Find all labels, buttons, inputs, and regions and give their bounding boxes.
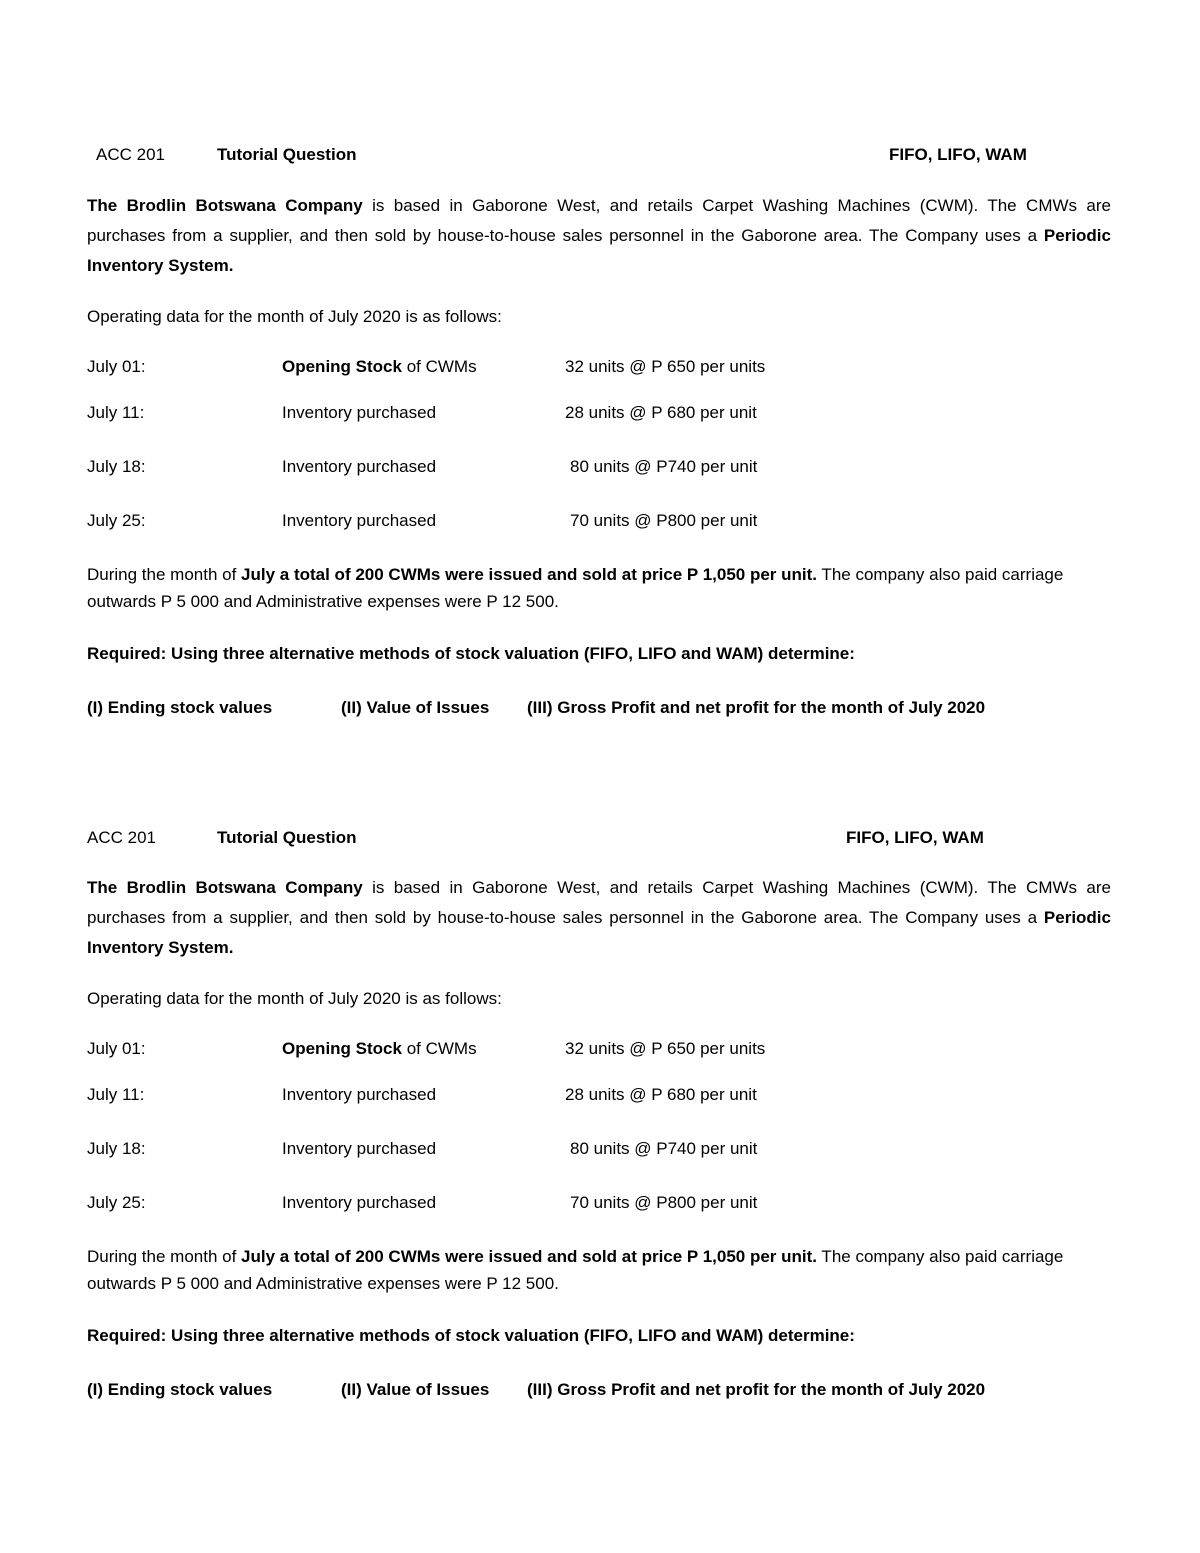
row-description bbox=[282, 1040, 477, 1057]
row-quantity: 28 units @ P 680 per unit bbox=[565, 403, 757, 422]
row-description-bold: Opening Stock bbox=[282, 357, 402, 376]
row-description: Inventory purchased bbox=[282, 457, 437, 476]
sales-lead: During the month of bbox=[87, 1247, 242, 1266]
required-item-1: (I) Ending stock values bbox=[87, 698, 273, 717]
row-description-bold: Opening Stock bbox=[282, 1039, 402, 1058]
row-description-text: of CWMs bbox=[401, 357, 477, 376]
row-description bbox=[282, 358, 477, 375]
sales-highlight: July a total of 200 CWMs were issued and sold at price P 1,050 per unit. bbox=[241, 1247, 818, 1266]
intro-text: is based in Gaborone West, and retails Carpet Washing Machines (CWM). The CMWs are purchases from a supplier, and then sold by house-to-house sales personnel in the Gaborone area. The Company uses a bbox=[87, 196, 1111, 245]
row-quantity: 70 units @ P800 per unit bbox=[570, 511, 758, 530]
required-heading: Required: Using three alternative methods of stock valuation (FIFO, LIFO and WAM) determine: bbox=[87, 644, 855, 663]
row-description: Inventory purchased bbox=[282, 1139, 437, 1158]
required-heading: Required: Using three alternative methods of stock valuation (FIFO, LIFO and WAM) determine: bbox=[87, 1326, 855, 1345]
required-item-3: (III) Gross Profit and net profit for the month of July 2020 bbox=[527, 1380, 986, 1399]
operating-data-intro: Operating data for the month of July 2020 is as follows: bbox=[87, 307, 502, 326]
topic-label: FIFO, LIFO, WAM bbox=[889, 145, 1027, 164]
row-date: July 11: bbox=[87, 403, 145, 422]
intro-text: is based in Gaborone West, and retails Carpet Washing Machines (CWM). The CMWs are purchases from a supplier, and then sold by house-to-house sales personnel in the Gaborone area. The Company uses a bbox=[87, 878, 1111, 927]
row-date: July 01: bbox=[87, 357, 146, 376]
inventory-system: Periodic Inventory System. bbox=[87, 226, 1111, 275]
row-description-text: of CWMs bbox=[401, 1039, 477, 1058]
row-quantity: 32 units @ P 650 per units bbox=[565, 357, 766, 376]
row-quantity: 80 units @ P740 per unit bbox=[570, 457, 758, 476]
tutorial-title: Tutorial Question bbox=[217, 828, 357, 847]
intro-paragraph bbox=[87, 191, 1111, 281]
row-date: July 18: bbox=[87, 457, 146, 476]
row-description: Inventory purchased bbox=[282, 1193, 437, 1212]
row-date: July 25: bbox=[87, 511, 146, 530]
sales-paragraph bbox=[87, 561, 1111, 615]
required-item-3: (III) Gross Profit and net profit for the month of July 2020 bbox=[527, 698, 986, 717]
row-quantity: 32 units @ P 650 per units bbox=[565, 1039, 766, 1058]
row-date: July 01: bbox=[87, 1039, 146, 1058]
company-name: The Brodlin Botswana Company bbox=[87, 196, 363, 215]
topic-label: FIFO, LIFO, WAM bbox=[846, 828, 984, 847]
row-quantity: 70 units @ P800 per unit bbox=[570, 1193, 758, 1212]
row-quantity: 80 units @ P740 per unit bbox=[570, 1139, 758, 1158]
row-description: Inventory purchased bbox=[282, 511, 437, 530]
inventory-system: Periodic Inventory System. bbox=[87, 908, 1111, 957]
row-quantity: 28 units @ P 680 per unit bbox=[565, 1085, 757, 1104]
sales-tail: The company also paid carriage outwards P 5 000 and Administrative expenses were P 12 500. bbox=[87, 565, 1064, 611]
operating-data-intro: Operating data for the month of July 2020 is as follows: bbox=[87, 989, 502, 1008]
sales-lead: During the month of bbox=[87, 565, 242, 584]
sales-paragraph bbox=[87, 1243, 1111, 1297]
required-item-2: (II) Value of Issues bbox=[341, 698, 490, 717]
course-code: ACC 201 bbox=[87, 828, 156, 847]
tutorial-title: Tutorial Question bbox=[217, 145, 357, 164]
intro-paragraph bbox=[87, 873, 1111, 963]
row-date: July 11: bbox=[87, 1085, 145, 1104]
sales-highlight: July a total of 200 CWMs were issued and sold at price P 1,050 per unit. bbox=[241, 565, 818, 584]
row-description: Inventory purchased bbox=[282, 403, 437, 422]
course-code: ACC 201 bbox=[96, 145, 165, 164]
row-date: July 18: bbox=[87, 1139, 146, 1158]
company-name: The Brodlin Botswana Company bbox=[87, 878, 363, 897]
required-item-1: (I) Ending stock values bbox=[87, 1380, 273, 1399]
required-item-2: (II) Value of Issues bbox=[341, 1380, 490, 1399]
sales-tail: The company also paid carriage outwards P 5 000 and Administrative expenses were P 12 500. bbox=[87, 1247, 1064, 1293]
row-date: July 25: bbox=[87, 1193, 146, 1212]
row-description: Inventory purchased bbox=[282, 1085, 437, 1104]
